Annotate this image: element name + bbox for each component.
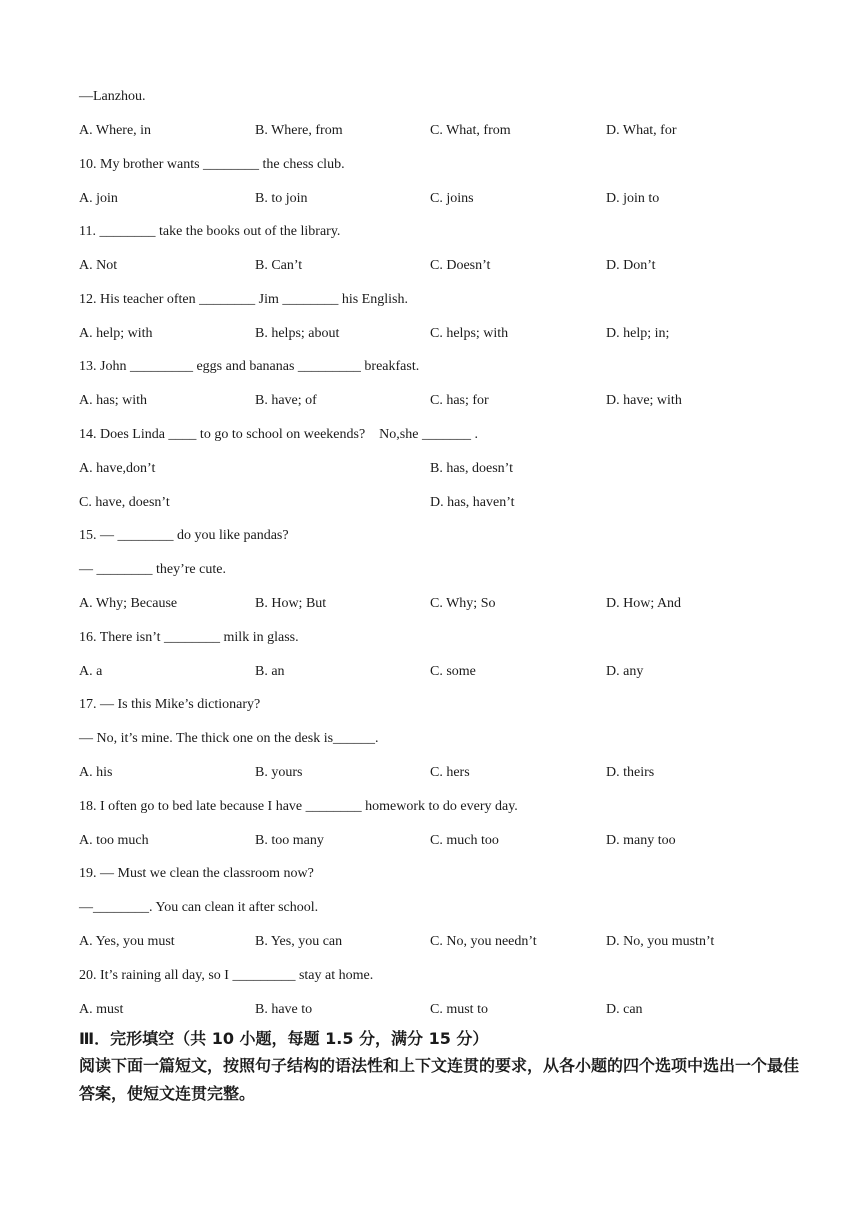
option-c: C. Doesn’t <box>430 258 491 273</box>
question-18: 18. I often go to bed late because I have ________ homework to do every day. <box>79 799 518 814</box>
answer-line: —Lanzhou. <box>79 89 146 104</box>
question-15-reply: — ________ they’re cute. <box>79 562 226 577</box>
option-b: B. have; of <box>255 393 317 408</box>
question-20: 20. It’s raining all day, so I _________ stay at home. <box>79 968 374 983</box>
option-b: B. too many <box>255 833 324 848</box>
option-c: C. some <box>430 664 476 679</box>
option-a: A. a <box>79 664 103 679</box>
question-14: 14. Does Linda ____ to go to school on weekends? No,she _______ . <box>79 427 478 442</box>
option-d: D. have; with <box>606 393 682 408</box>
option-c: C. helps; with <box>430 326 509 341</box>
option-a: A. Not <box>79 258 118 273</box>
option-a: A. has; with <box>79 393 148 408</box>
option-c: C. much too <box>430 833 499 848</box>
option-a: A. join <box>79 191 118 206</box>
option-c: C. What, from <box>430 123 511 138</box>
option-d: D. has, haven’t <box>430 495 515 510</box>
question-16: 16. There isn’t ________ milk in glass. <box>79 630 299 645</box>
option-b: B. helps; about <box>255 326 340 341</box>
option-b: B. have to <box>255 1002 313 1017</box>
option-d: D. many too <box>606 833 676 848</box>
option-a: A. too much <box>79 833 149 848</box>
option-d: D. Don’t <box>606 258 656 273</box>
question-13: 13. John _________ eggs and bananas _________ breakfast. <box>79 359 420 374</box>
option-d: D. help; in; <box>606 326 670 341</box>
question-11: 11. ________ take the books out of the library. <box>79 224 341 239</box>
option-c: C. hers <box>430 765 470 780</box>
option-d: D. What, for <box>606 123 677 138</box>
question-17: 17. — Is this Mike’s dictionary? <box>79 697 261 712</box>
option-b: B. Can’t <box>255 258 303 273</box>
section-heading: Ⅲ．完形填空（共 10 小题，每题 1.5 分，满分 15 分） <box>79 1029 489 1048</box>
option-a: A. Where, in <box>79 123 152 138</box>
option-d: D. can <box>606 1002 643 1017</box>
option-a: A. have,don’t <box>79 461 156 476</box>
question-19: 19. — Must we clean the classroom now? <box>79 866 314 881</box>
option-b: B. has, doesn’t <box>430 461 513 476</box>
option-a: A. Why; Because <box>79 596 178 611</box>
section-instructions: 阅读下面一篇短文，按照句子结构的语法性和上下文连贯的要求，从各小题的四个选项中选出一个最佳答案，使短文连贯完整。 <box>79 1056 800 1103</box>
option-b: B. Yes, you can <box>255 934 343 949</box>
option-d: D. No, you mustn’t <box>606 934 715 949</box>
option-c: C. has; for <box>430 393 489 408</box>
question-15: 15. — ________ do you like pandas? <box>79 528 289 543</box>
option-a: A. help; with <box>79 326 153 341</box>
option-c: C. must to <box>430 1002 488 1017</box>
option-a: A. must <box>79 1002 124 1017</box>
option-a: A. his <box>79 765 113 780</box>
option-b: B. yours <box>255 765 303 780</box>
question-17-reply: — No, it’s mine. The thick one on the desk is______. <box>79 731 379 746</box>
option-b: B. to join <box>255 191 308 206</box>
option-a: A. Yes, you must <box>79 934 175 949</box>
option-d: D. How; And <box>606 596 682 611</box>
option-b: B. How; But <box>255 596 327 611</box>
question-10: 10. My brother wants ________ the chess club. <box>79 157 345 172</box>
option-c: C. joins <box>430 191 474 206</box>
option-c: C. No, you needn’t <box>430 934 537 949</box>
question-19-reply: —________. You can clean it after school. <box>79 900 319 915</box>
option-b: B. Where, from <box>255 123 343 138</box>
option-c: C. Why; So <box>430 596 496 611</box>
question-12: 12. His teacher often ________ Jim ________ his English. <box>79 292 408 307</box>
option-d: D. theirs <box>606 765 655 780</box>
option-c: C. have, doesn’t <box>79 495 170 510</box>
option-d: D. join to <box>606 191 660 206</box>
option-b: B. an <box>255 664 285 679</box>
option-d: D. any <box>606 664 644 679</box>
